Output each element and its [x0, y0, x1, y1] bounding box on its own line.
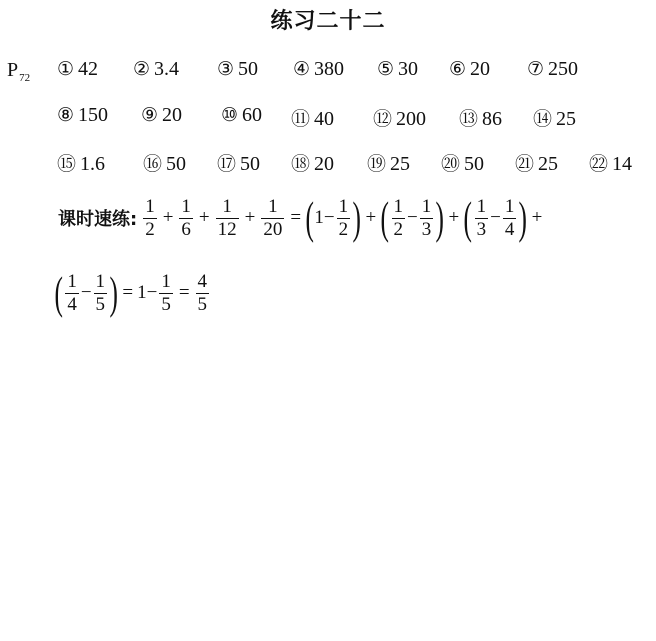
- answer-number: ⑧: [57, 104, 75, 126]
- fraction: [216, 196, 239, 241]
- page-letter: P: [7, 59, 19, 81]
- exercise-line-1: [58, 192, 546, 243]
- answer-number: ①: [57, 58, 75, 80]
- denominator: 5: [95, 293, 106, 315]
- answer-value: 1.6: [80, 153, 106, 175]
- close-paren: ): [109, 267, 118, 318]
- fraction: [179, 196, 193, 241]
- fraction: [475, 196, 489, 241]
- answer-value: 42: [78, 58, 99, 80]
- answer-item: [141, 104, 182, 127]
- answer-value: 50: [240, 153, 261, 175]
- answer-number: ⑯: [143, 153, 163, 175]
- answer-number: ⑤: [377, 58, 395, 80]
- open-paren: (: [380, 192, 390, 243]
- answer-number: ⑳: [441, 153, 461, 175]
- operator: =: [290, 207, 302, 228]
- answer-item: [293, 58, 344, 81]
- answer-item: [449, 58, 490, 81]
- fraction: [337, 196, 351, 241]
- answer-item: [515, 149, 558, 176]
- answer-value: 40: [314, 108, 335, 130]
- operator: +: [244, 207, 256, 228]
- answer-item: [57, 149, 105, 176]
- denominator: 3: [476, 218, 487, 240]
- answer-number: ⑩: [221, 104, 239, 126]
- operator: +: [365, 207, 377, 228]
- denominator: 12: [217, 218, 237, 240]
- answer-value: 200: [396, 108, 427, 130]
- operator: +: [198, 207, 210, 228]
- close-paren: ): [435, 192, 445, 243]
- numerator: 1: [95, 270, 106, 292]
- fraction: [392, 196, 406, 241]
- answer-item: [377, 58, 418, 81]
- answer-value: 50: [464, 153, 485, 175]
- answer-item: [441, 149, 484, 176]
- answer-item: [527, 58, 578, 81]
- answer-number: ⑫: [373, 108, 393, 130]
- answer-number: ⑲: [367, 153, 387, 175]
- answer-value: 3.4: [154, 58, 180, 80]
- expression-text: −: [80, 282, 92, 303]
- answer-value: 14: [612, 153, 633, 175]
- operator: =: [178, 282, 190, 303]
- answer-number: ⑨: [141, 104, 159, 126]
- answer-item: [589, 149, 632, 176]
- denominator: 5: [161, 293, 171, 315]
- answer-item: [367, 149, 410, 176]
- numerator: 1: [504, 195, 515, 217]
- answer-item: [57, 58, 98, 81]
- answer-value: 20: [314, 153, 335, 175]
- numerator: 1: [421, 195, 432, 217]
- numerator: 1: [161, 270, 171, 292]
- answer-number: ⑬: [459, 108, 479, 130]
- close-paren: ): [518, 192, 528, 243]
- operator: +: [531, 207, 543, 228]
- numerator: 1: [67, 270, 77, 292]
- answer-value: 25: [556, 108, 577, 130]
- answer-value: 250: [548, 58, 579, 80]
- answer-value: 25: [390, 153, 411, 175]
- fraction: [65, 271, 79, 316]
- expression-text: −: [407, 207, 418, 228]
- answer-number: ⑭: [533, 108, 553, 130]
- answer-item: [373, 104, 426, 131]
- answer-item: [459, 104, 502, 131]
- answer-value: 25: [538, 153, 559, 175]
- denominator: 5: [197, 293, 208, 315]
- answer-item: [217, 58, 258, 81]
- numerator: 4: [197, 270, 208, 292]
- answer-value: 30: [398, 58, 419, 80]
- page-number: 72: [19, 72, 31, 84]
- answer-number: ㉑: [515, 153, 535, 175]
- exercise-line-2: [54, 267, 211, 318]
- answer-number: ⑮: [57, 153, 77, 175]
- expression-text: 1−: [314, 207, 335, 228]
- answer-item: [57, 104, 108, 127]
- fraction: [94, 271, 108, 316]
- answer-number: ③: [217, 58, 235, 80]
- operator: +: [448, 207, 460, 228]
- answer-value: 20: [162, 104, 183, 126]
- answer-value: 60: [242, 104, 263, 126]
- answer-item: [533, 104, 576, 131]
- answer-item: [143, 149, 186, 176]
- fraction: [503, 196, 517, 241]
- answer-number: ㉒: [589, 153, 609, 175]
- numerator: 1: [181, 195, 191, 217]
- answer-value: 50: [166, 153, 187, 175]
- numerator: 1: [268, 195, 278, 217]
- numerator: 1: [145, 195, 155, 217]
- answer-value: 50: [238, 58, 259, 80]
- open-paren: (: [463, 192, 473, 243]
- denominator: 3: [421, 218, 432, 240]
- denominator: 2: [338, 218, 349, 240]
- expression-text: −: [490, 207, 501, 228]
- answer-item: [291, 149, 334, 176]
- denominator: 4: [67, 293, 77, 315]
- page-reference: [7, 59, 30, 84]
- fraction: [159, 271, 173, 316]
- answer-value: 150: [78, 104, 109, 126]
- fraction: [261, 196, 284, 241]
- answer-number: ⑪: [291, 108, 311, 130]
- answer-number: ⑱: [291, 153, 311, 175]
- fraction: [143, 196, 157, 241]
- answer-item: [217, 149, 260, 176]
- numerator: 1: [338, 195, 349, 217]
- answer-item: [133, 58, 179, 81]
- numerator: 1: [222, 195, 232, 217]
- answer-number: ②: [133, 58, 151, 80]
- page-title: 练习二十二: [270, 9, 386, 34]
- denominator: 2: [393, 218, 403, 240]
- answer-value: 86: [482, 108, 503, 130]
- answer-value: 380: [314, 58, 345, 80]
- operator: =: [122, 282, 134, 303]
- numerator: 1: [476, 195, 487, 217]
- fraction: [420, 196, 434, 241]
- denominator: 4: [504, 218, 515, 240]
- exercise-label: 课时速练:: [58, 209, 138, 230]
- numerator: 1: [393, 195, 403, 217]
- open-paren: (: [305, 192, 314, 243]
- answer-number: ⑰: [217, 153, 237, 175]
- operator: +: [162, 207, 174, 228]
- answer-number: ⑦: [527, 58, 545, 80]
- answer-value: 20: [470, 58, 491, 80]
- answer-item: [291, 104, 334, 131]
- open-paren: (: [54, 267, 63, 318]
- denominator: 2: [145, 218, 155, 240]
- close-paren: ): [352, 192, 362, 243]
- denominator: 20: [263, 218, 283, 240]
- answer-number: ④: [293, 58, 311, 80]
- fraction: [196, 271, 210, 316]
- expression-text: 1−: [137, 282, 158, 303]
- denominator: 6: [181, 218, 191, 240]
- answer-item: [221, 104, 262, 127]
- answer-number: ⑥: [449, 58, 467, 80]
